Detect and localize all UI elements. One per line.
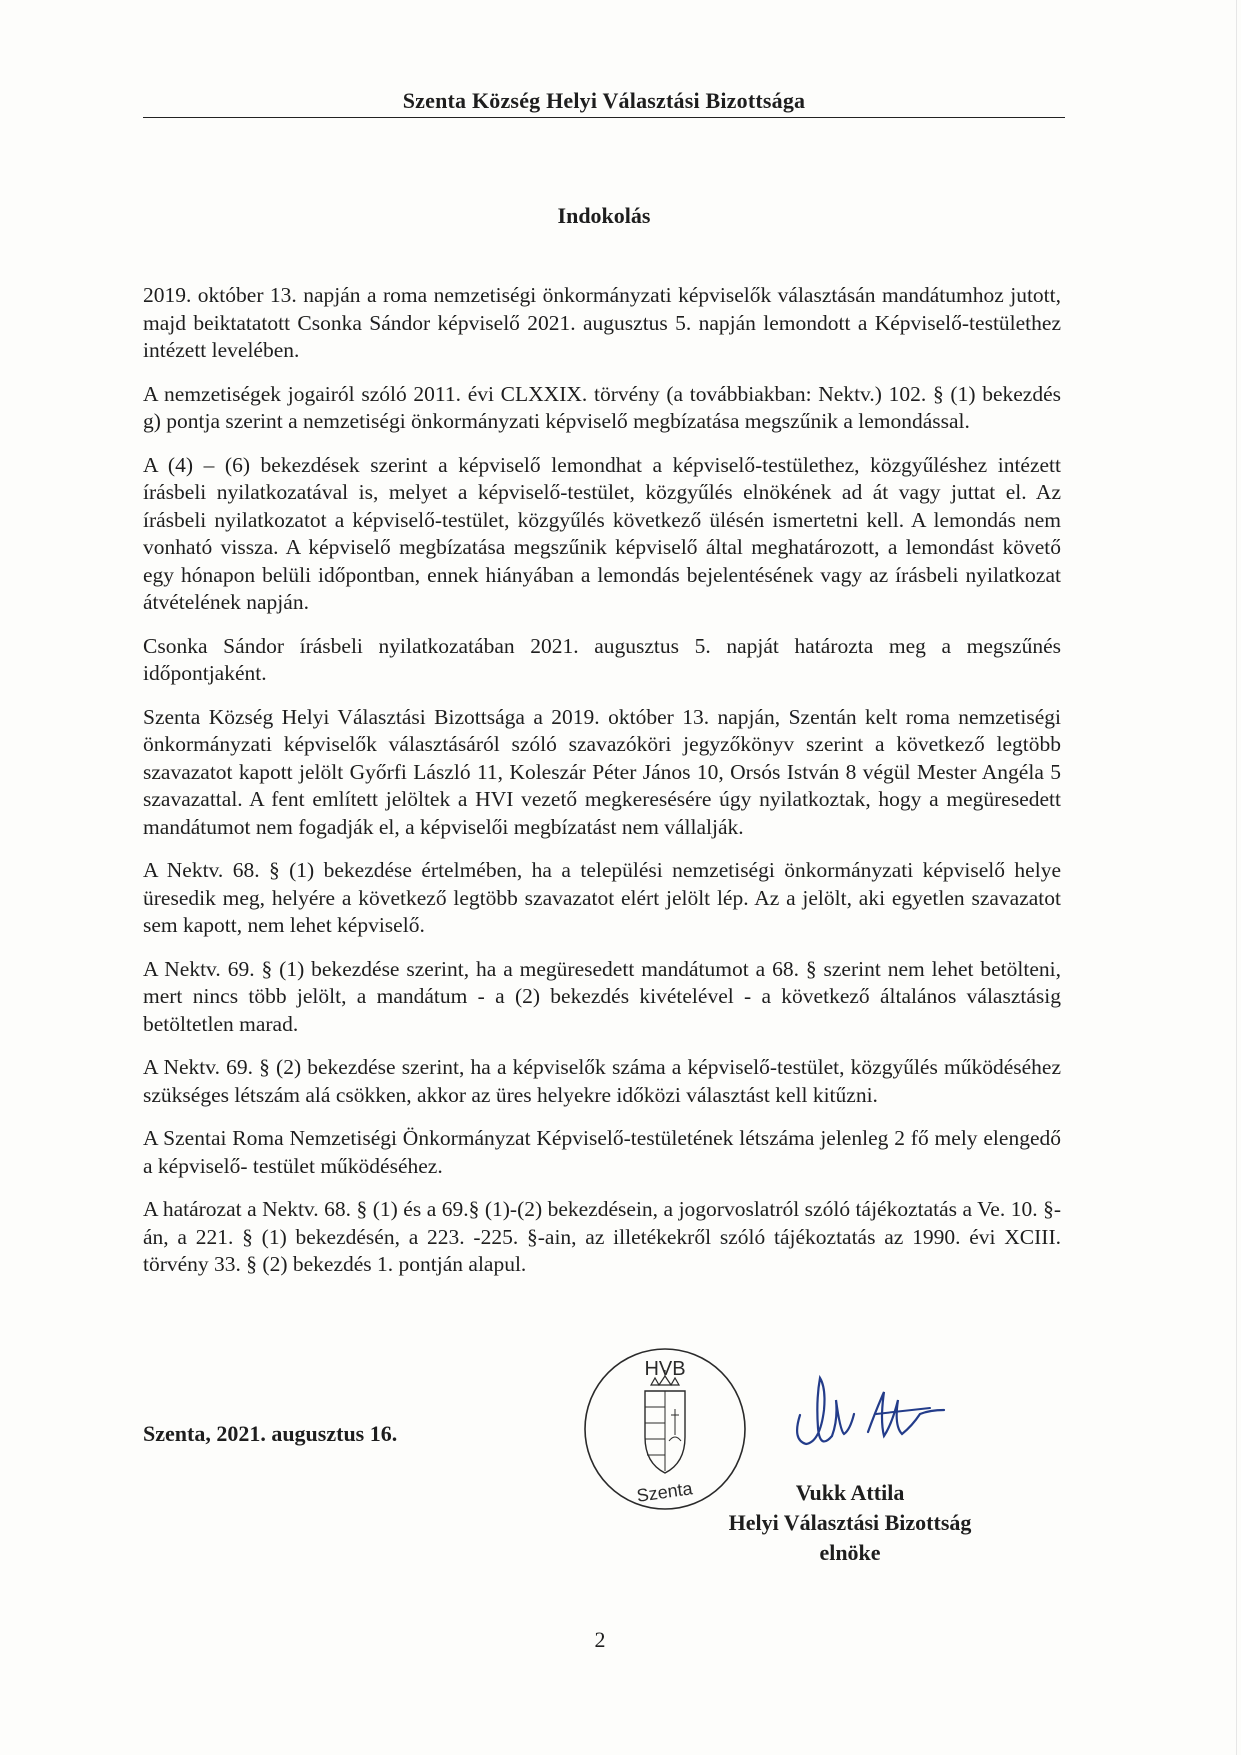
signatory-block: [700, 1478, 1000, 1568]
paragraph-3: A (4) – (6) bekezdések szerint a képviselő lemondhat a képviselő-testülethez, közgyűléshez intézett írásbeli nyilatkozatával is, melyet a képviselő-testület, közgyűlés elnökének ad át vagy juttat el. Az írásbeli nyilatkozatot a képviselő-testület, közgyűlés következő ülésén ismertetni kell. A lemondás nem vonható vissza. A képviselő megbízatása megszűnik képviselő által meghatározott, a lemondást követő egy hónapon belüli időpontban, ennek hiányában a lemondás bejelentésének vagy az írásbeli nyilatkozat átvételének napján.: [143, 452, 1061, 614]
paragraph-8: A Nektv. 69. § (2) bekezdése szerint, ha a képviselők száma a képviselő-testület, közgyűlés működéséhez szükséges létszám alá csökken, akkor az üres helyekre időközi választást kell kitűzni.: [143, 1055, 1061, 1107]
signatory-role: Helyi Választási Bizottság: [728, 1510, 972, 1535]
page-number: 2: [594, 1627, 606, 1652]
scan-edge: [1236, 0, 1237, 1755]
paragraph-6: A Nektv. 68. § (1) bekezdése értelmében, ha a települési nemzetiségi önkormányzati képviselő helye üresedik meg, helyére a következő legtöbb szavazatot elért jelölt lép. Az a jelölt, aki egyetlen szavazatot sem kapott, nem lehet képviselő.: [143, 858, 1061, 937]
closing-date: Szenta, 2021. augusztus 16.: [143, 1421, 398, 1446]
paragraph-4: Csonka Sándor írásbeli nyilatkozatában 2021. augusztus 5. napját határozta meg a megszűnés időpontjaként.: [143, 633, 1061, 685]
signatory-name: Vukk Attila: [795, 1480, 905, 1505]
header-divider: [143, 117, 1065, 118]
handwritten-signature: [780, 1370, 970, 1460]
paragraph-1: 2019. október 13. napján a roma nemzetiségi önkormányzati képviselők választásán mandátumhoz jutott, majd beiktatatott Csonka Sándor képviselő 2021. augusztus 5. napján lemondott a Képviselő-testülethez intézett levelében.: [143, 283, 1061, 362]
paragraph-10: A határozat a Nektv. 68. § (1) és a 69.§ (1)-(2) bekezdésein, a jogorvoslatról szóló tájékoztatás a Ve. 10. §-án, a 221. § (1) bekezdésén, a 223. -225. §-ain, az illetékekről szóló tájékoztatás az 1990. évi XCIII. törvény 33. § (2) bekezdés 1. pontján alapul.: [143, 1197, 1061, 1276]
document-body: [143, 282, 1061, 1295]
document-heading: Indokolás: [557, 203, 651, 228]
paragraph-7: A Nektv. 69. § (1) bekezdése szerint, ha a megüresedett mandátumot a 68. § szerint nem lehet betölteni, mert nincs több jelölt, a mandátum - a (2) bekezdés kivételével - a következő általános választásig betöltetlen marad.: [143, 956, 1061, 1036]
stamp-top-text: HVB: [644, 1358, 686, 1380]
paragraph-5: Szenta Község Helyi Választási Bizottsága a 2019. október 13. napján, Szentán kelt roma nemzetiségi önkormányzati képviselők választásáról szóló szavazóköri jegyzőkönyv szerint a következő legtöbb szavazatot kapott jelölt Győrfi László 11, Koleszár Péter János 10, Orsós István 8 végül Mester Angéla 5 szavazattal. A fent említett jelöltek a HVI vezető megkeresésére úgy nyilatkoztak, hogy a megüresedett mandátumot nem fogadják el, a képviselői megbízatást nem vállalják.: [143, 704, 1061, 839]
paragraph-2: A nemzetiségek jogairól szóló 2011. évi CLXXIX. törvény (a továbbiakban: Nektv.) 102. § (1) bekezdés g) pontja szerint a nemzetiségi önkormányzati képviselő megbízatása megszűnik a lemondással.: [143, 381, 1061, 433]
page-header: Szenta Község Helyi Választási Bizottsága: [402, 88, 806, 113]
paragraph-9: A Szentai Roma Nemzetiségi Önkormányzat Képviselő-testületének létszáma jelenleg 2 fő mely elengedő a képviselő- testület működéséhez.: [143, 1126, 1061, 1178]
stamp-bottom-text: Szenta: [635, 1478, 694, 1506]
signatory-role-suffix: elnöke: [819, 1540, 881, 1565]
